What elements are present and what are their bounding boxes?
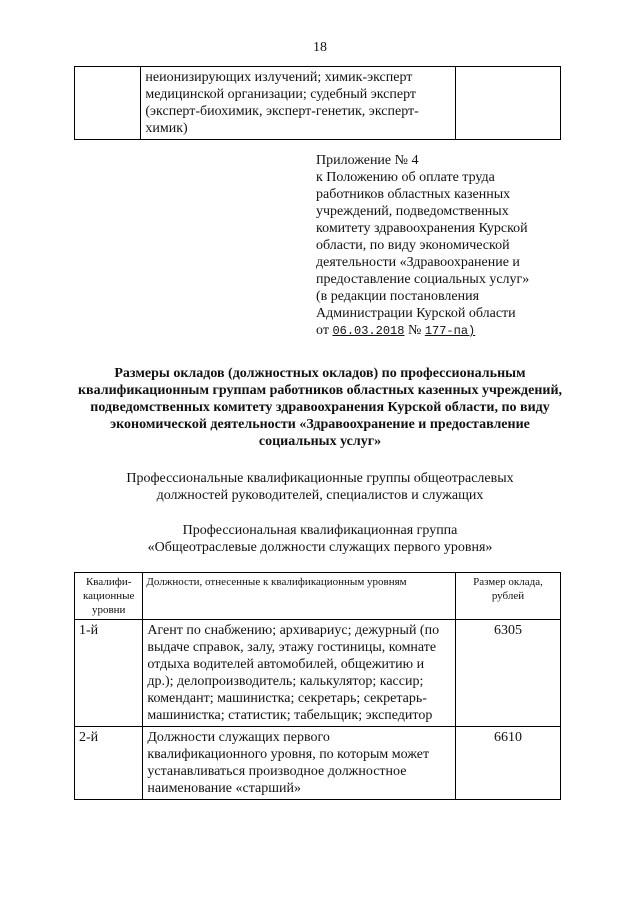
header-level: Квалифи-кационные уровни <box>75 573 143 620</box>
resolution-date: 06.03.2018 <box>332 324 405 338</box>
appendix-line: к Положению об оплате труда <box>316 170 495 185</box>
appendix-line: деятельности «Здравоохранение и <box>316 255 520 270</box>
cell-level: 1-й <box>75 620 143 727</box>
group-title <box>70 522 570 556</box>
appendix-date-line <box>316 322 586 340</box>
group-title-line: Профессиональная квалификационная группа <box>182 523 458 538</box>
table-row <box>75 620 561 727</box>
table-cell-empty <box>75 67 141 140</box>
salary-table <box>74 572 561 800</box>
document-title: Размеры окладов (должностных окладов) по профессиональным квалификационным группам работников областных казенных учреждений, подведомственных комитету здравоохранения Курской области, по виду экономической деятельности «Здравоохранение и предоставление социальных услуг» <box>77 366 563 449</box>
table-cell-positions: неионизирующих излучений; химик-эксперт медицинской организации; судебный эксперт (эксперт-биохимик, эксперт-генетик, эксперт-химик) <box>141 67 456 140</box>
appendix-line: комитету здравоохранения Курской <box>316 221 528 236</box>
appendix-line: учреждений, подведомственных <box>316 204 509 219</box>
table-header-row <box>75 573 561 620</box>
subtitle-line: Профессиональные квалификационные группы общеотраслевых <box>126 471 514 486</box>
appendix-line: предоставление социальных услуг» <box>316 272 530 287</box>
appendix-header <box>316 152 586 340</box>
number-label: № <box>407 323 422 338</box>
table-row <box>75 67 561 140</box>
appendix-line: Приложение № 4 <box>316 153 419 168</box>
appendix-line: работников областных казенных <box>316 187 511 202</box>
cell-level: 2-й <box>75 727 143 800</box>
cell-positions: Должности служащих первого квалификационного уровня, по которым может устанавливаться производное должностное наименование «старший» <box>143 727 456 800</box>
table-cell-empty <box>456 67 561 140</box>
cell-salary: 6610 <box>455 727 560 800</box>
header-positions: Должности, отнесенные к квалификационным уровням <box>143 573 456 620</box>
page-number: 18 <box>313 40 327 55</box>
cell-positions: Агент по снабжению; архивариус; дежурный (по выдаче справок, залу, этажу гостиницы, комнате отдыха водителей автомобилей, общежитию и др.); делопроизводитель; калькулятор; кассир; комендант; машинистка; секретарь; секретарь-машинистка; статистик; табельщик; экспедитор <box>143 620 456 727</box>
cell-salary: 6305 <box>455 620 560 727</box>
continued-table <box>74 66 561 140</box>
header-salary: Размер оклада, рублей <box>455 573 560 620</box>
subtitle-line: должностей руководителей, специалистов и служащих <box>156 488 484 503</box>
section-subtitle <box>70 470 570 504</box>
from-label: от <box>316 323 329 338</box>
resolution-number: 177-па) <box>424 324 476 338</box>
table-row <box>75 727 561 800</box>
appendix-line: (в редакции постановления <box>316 289 480 304</box>
appendix-line: области, по виду экономической <box>316 238 510 253</box>
group-title-line: «Общеотраслевые должности служащих первого уровня» <box>147 540 493 555</box>
appendix-line: Администрации Курской области <box>316 306 516 321</box>
